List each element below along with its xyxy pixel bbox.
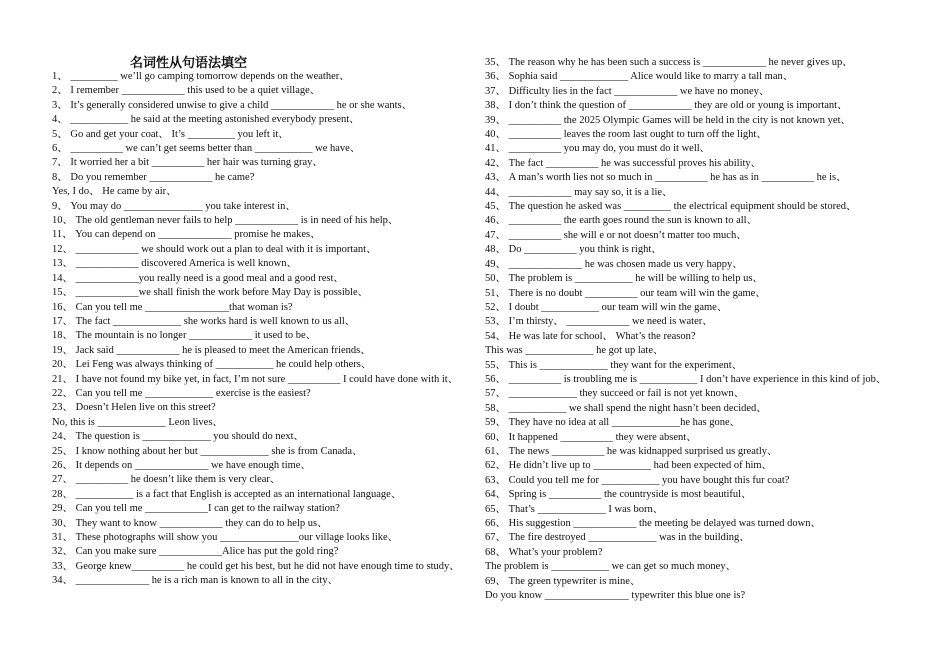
question-3: 3、 It’s generally considered unwise to give a child ____________ he or she wants、: [52, 99, 413, 111]
question-24: 24、 The question is _____________ you should do next、: [52, 431, 304, 443]
question-25: 25、 I know nothing about her but _____________ she is from Canada、: [52, 445, 363, 457]
question-51: 51、 There is no doubt __________ our team will win the game、: [485, 287, 766, 299]
question-64: 64、 Spring is __________ the countryside is most beautiful、: [485, 489, 752, 501]
question-8: 8、 Do you remember ____________ he came?: [52, 171, 255, 183]
question-19: 19、 Jack said ____________ he is pleased to meet the American friends、: [52, 344, 371, 356]
question-63: 63、 Could you tell me for ___________ you have bought this fur coat?: [485, 474, 790, 486]
question-27: 27、 __________ he doesn’t like them is very clear、: [52, 474, 281, 486]
question-28: 28、 ___________ is a fact that English is accepted as an international language、: [52, 488, 402, 500]
question-29: 29、 Can you tell me ____________I can get to the railway station?: [52, 503, 340, 515]
question-15: 15、 ____________we shall finish the work before May Day is possible、: [52, 287, 369, 299]
question-68-answer: The problem is ___________ we can get so much money、: [485, 561, 737, 573]
question-21: 21、 I have not found my bike yet, in fact, I’m not sure __________ I could have done with it、: [52, 373, 459, 385]
question-37: 37、 Difficulty lies in the fact ____________ we have no money、: [485, 85, 770, 97]
question-42: 42、 The fact __________ he was successful proves his ability、: [485, 157, 762, 169]
left-column: [52, 70, 466, 589]
question-33: 33、 George knew__________ he could get his best, but he did not have enough time to study、: [52, 560, 460, 572]
question-32: 32、 Can you make sure ____________Alice has put the gold ring?: [52, 546, 339, 558]
question-54-answer: This was _____________ he got up late、: [485, 345, 664, 357]
question-12: 12、 ____________ we should work out a plan to deal with it is important、: [52, 243, 377, 255]
question-46: 46、 __________ the earth goes round the sun is known to all、: [485, 215, 758, 227]
question-14: 14、 ____________you really need is a good meal and a good rest、: [52, 272, 344, 284]
question-8-answer: Yes, I do、 He came by air、: [52, 186, 177, 198]
question-69-answer: Do you know ________________ typewriter this blue one is?: [485, 590, 746, 602]
question-57: 57、 _____________ they succeed or fail is not yet known、: [485, 388, 745, 400]
question-62: 62、 He didn’t live up to ___________ had been expected of him、: [485, 460, 773, 472]
question-55: 55、 This is _____________ they want for the experiment、: [485, 359, 743, 371]
question-13: 13、 ____________ discovered America is well known、: [52, 258, 297, 270]
question-30: 30、 They want to know ____________ they can do to help us、: [52, 517, 328, 529]
question-66: 66、 His suggestion ____________ the meeting be delayed was turned down、: [485, 518, 821, 529]
question-11: 11、 You can depend on ______________ promise he makes、: [52, 229, 321, 241]
question-43: 43、 A man’s worth lies not so much in __________ he has as in __________ he is、: [485, 172, 847, 184]
question-52: 52、 I doubt ___________ our team will win the game、: [485, 301, 728, 313]
question-7: 7、 It worried her a bit __________ her hair was turning gray、: [52, 157, 323, 169]
question-2: 2、 I remember ____________ this used to be a quiet village、: [52, 85, 321, 97]
question-9: 9、 You may do _______________ you take interest in、: [52, 200, 296, 212]
question-48: 48、 Do __________ you think is right、: [485, 244, 662, 256]
question-23: 23、 Doesn’t Helen live on this street?: [52, 402, 216, 414]
question-31: 31、 These photographs will show you _______________our village looks like、: [52, 532, 399, 543]
question-34: 34、 ______________ he is a rich man is known to all in the city、: [52, 575, 339, 587]
question-6: 6、 __________ we can’t get seems better than ___________ we have、: [52, 143, 361, 155]
question-56: 56、 __________ is troubling me is ___________ I don’t have experience in this kind of job、: [485, 373, 887, 385]
question-22: 22、 Can you tell me _____________ exercise is the easiest?: [52, 387, 311, 399]
question-65: 65、 That’s _____________ I was born、: [485, 503, 664, 515]
question-38: 38、 I don’t think the question of ____________ they are old or young is important、: [485, 100, 848, 112]
question-17: 17、 The fact _____________ she works hard is well known to us all、: [52, 315, 356, 327]
question-67: 67、 The fire destroyed _____________ was in the building、: [485, 532, 750, 544]
question-23-answer: No, this is _____________ Leon lives、: [52, 416, 223, 428]
question-40: 40、 __________ leaves the room last ought to turn off the light、: [485, 129, 767, 141]
question-54: 54、 He was late for school、 What’s the reason?: [485, 330, 696, 342]
worksheet-title: 名词性从句语法填空: [130, 56, 248, 71]
question-35: 35、 The reason why he has been such a success is ____________ he never gives up、: [485, 57, 853, 68]
question-16: 16、 Can you tell me ________________that woman is?: [52, 301, 293, 313]
question-47: 47、 __________ she will e or not doesn’t matter too much、: [485, 229, 747, 241]
question-58: 58、 ___________ we shall spend the night hasn’t been decided、: [485, 402, 767, 414]
question-36: 36、 Sophia said _____________ Alice would like to marry a tall man、: [485, 71, 794, 83]
question-49: 49、 ______________ he was chosen made us very happy、: [485, 258, 743, 270]
question-20: 20、 Lei Feng was always thinking of ___________ he could help others、: [52, 359, 372, 371]
question-60: 60、 It happened __________ they were absent、: [485, 431, 697, 443]
question-41: 41、 __________ you may do, you must do it well、: [485, 143, 711, 155]
question-45: 45、 The question he asked was _________ the electrical equipment should be stored、: [485, 201, 857, 213]
question-4: 4、 ___________ he said at the meeting astonished everybody present、: [52, 114, 360, 126]
question-61: 61、 The news __________ he was kidnapped surprised us greatly、: [485, 445, 778, 457]
question-69: 69、 The green typewriter is mine、: [485, 575, 641, 587]
question-44: 44、 ____________ may say so, it is a lie、: [485, 186, 673, 198]
question-53: 53、 I’m thirsty、 ____________ we need is water、: [485, 316, 713, 328]
question-59: 59、 They have no idea at all _____________he has gone、: [485, 417, 741, 429]
question-5: 5、 Go and get your coat、 It’s _________ you left it、: [52, 128, 289, 140]
right-column: [485, 56, 897, 603]
question-1: 1、 _________ we’ll go camping tomorrow depends on the weather、: [52, 71, 350, 82]
question-39: 39、 __________ the 2025 Olympic Games will be held in the city is not known yet、: [485, 114, 851, 126]
question-10: 10、 The old gentleman never fails to help ____________ is in need of his help、: [52, 215, 399, 227]
question-18: 18、 The mountain is no longer ____________ it used to be、: [52, 330, 317, 342]
question-26: 26、 It depends on ______________ we have enough time、: [52, 459, 311, 471]
question-68: 68、 What’s your problem?: [485, 546, 603, 558]
question-50: 50、 The problem is ___________ he will be willing to help us、: [485, 273, 763, 285]
